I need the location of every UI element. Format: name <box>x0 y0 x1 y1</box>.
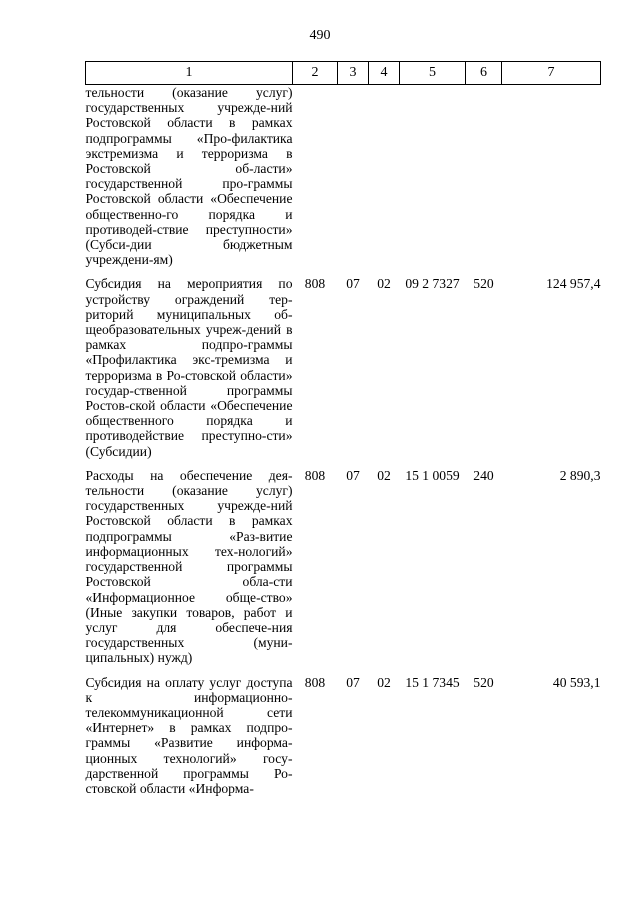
row-amount: 2 890,3 <box>559 467 601 483</box>
row-section-code <box>338 85 369 268</box>
row-ministry-code: 808 <box>304 674 326 690</box>
row-amount <box>502 85 601 268</box>
row-expense-type-code: 520 <box>473 276 494 292</box>
row-target-code: 09 2 7327 <box>405 276 460 292</box>
column-header: 7 <box>502 62 601 85</box>
page-number: 490 <box>309 28 331 43</box>
row-ministry-code <box>293 85 338 268</box>
table-row <box>86 459 601 666</box>
table-row <box>86 85 601 268</box>
row-section-code: 07 <box>346 276 360 292</box>
row-subsection-code: 02 <box>377 467 391 483</box>
row-description: Субсидия на оплату услуг доступа к информационно-телекоммуникационной сети «Интернет» в рамках подпро-граммы «Развитие информа-ционных технологий» госу-дарственной программы Ро-стовской области «Информа- <box>85 674 293 796</box>
column-header: 2 <box>293 62 338 85</box>
row-amount: 124 957,4 <box>546 276 601 292</box>
row-description: Расходы на обеспечение дея-тельности (оказание услуг) государственных учрежде-ний Ростовской области в рамках подпрограммы «Раз-витие информационных тех-нологий» государственной программы Ростовской обла-сти «Информационное обще-ство» (Иные закупки товаров, работ и услуг для обеспече-ния государственных (муни-ципальных) нужд) <box>85 467 293 666</box>
row-subsection-code: 02 <box>377 674 391 690</box>
row-section-code: 07 <box>346 674 360 690</box>
row-subsection-code: 02 <box>377 276 391 292</box>
row-target-code <box>400 85 466 268</box>
row-subsection-code <box>369 85 400 268</box>
row-target-code: 15 1 0059 <box>405 467 460 483</box>
column-header: 4 <box>369 62 400 85</box>
column-header: 3 <box>338 62 369 85</box>
column-header: 6 <box>466 62 502 85</box>
row-target-code: 15 1 7345 <box>405 674 460 690</box>
row-description: тельности (оказание услуг) государственных учрежде-ний Ростовской области в рамках подпрограммы «Про-филактика экстремизма и терроризма в Ростовской об-ласти» государственной про-граммы Ростовской области «Обеспечение общественно-го порядка и противодей-ствие преступности» (Субси-дии бюджетным учреждени-ям) <box>85 85 293 268</box>
column-number-header-row <box>86 62 601 85</box>
column-header: 5 <box>400 62 466 85</box>
budget-table <box>85 61 601 796</box>
row-expense-type-code: 240 <box>473 467 494 483</box>
row-ministry-code: 808 <box>304 276 326 292</box>
row-ministry-code: 808 <box>304 467 326 483</box>
row-section-code: 07 <box>346 467 360 483</box>
row-amount: 40 593,1 <box>552 674 601 690</box>
column-header: 1 <box>86 62 293 85</box>
row-expense-type-code: 520 <box>473 674 494 690</box>
row-expense-type-code <box>466 85 502 268</box>
row-description: Субсидия на мероприятия по устройству ограждений тер-риторий муниципальных об-щеобразовательных учреж-дений в рамках подпро-граммы «Профилактика экс-тремизма и терроризма в Ро-стовской области» государ-ственной программы Ростов-ской области «Обеспечение общественного порядка и противодействие преступно-сти» (Субсидии) <box>85 276 293 459</box>
table-row <box>86 666 601 797</box>
table-row <box>86 267 601 458</box>
